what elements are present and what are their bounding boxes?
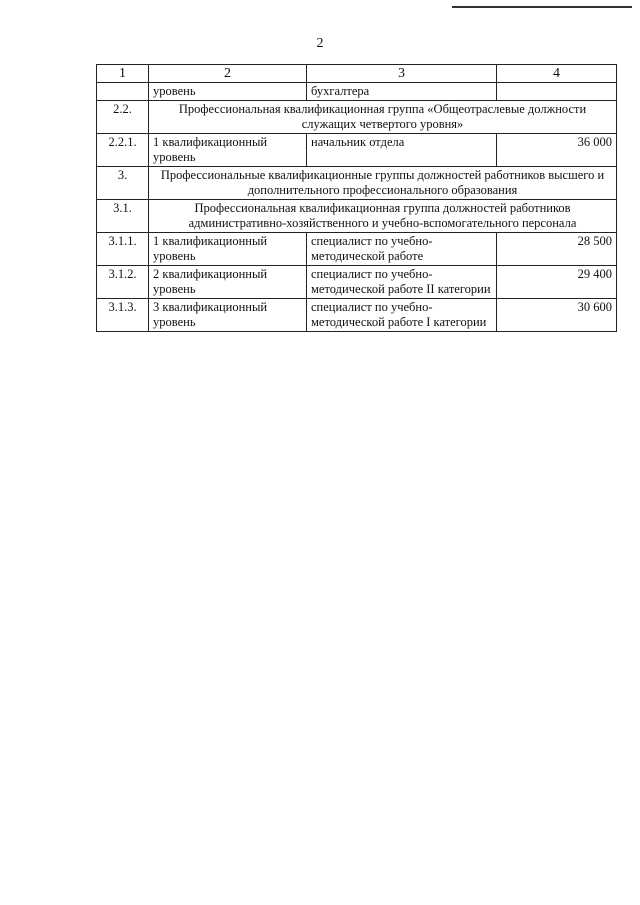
row-number-cell: 3.1.1. xyxy=(97,233,149,266)
row-number-cell: 3.1.2. xyxy=(97,266,149,299)
table-row xyxy=(97,266,617,299)
column-number: 1 xyxy=(97,65,149,83)
table-row xyxy=(97,233,617,266)
group-title-cell: Профессиональные квалификационные группы должностей работников высшего и дополнительного профессионального образования xyxy=(149,167,617,200)
row-number-cell: 3.1.3. xyxy=(97,299,149,332)
row-number-cell xyxy=(97,83,149,101)
salary-cell: 30 600 xyxy=(497,299,617,332)
salary-table xyxy=(96,64,617,332)
page-number: 2 xyxy=(316,36,324,51)
level-cell: уровень xyxy=(149,83,307,101)
row-number-cell: 3. xyxy=(97,167,149,200)
level-cell: 1 квалификационный уровень xyxy=(149,134,307,167)
salary-cell: 36 000 xyxy=(497,134,617,167)
group-title-cell: Профессиональная квалификационная группа должностей работников административно-хозяйственного и учебно-вспомогательного персонала xyxy=(149,200,617,233)
level-cell: 2 квалификационный уровень xyxy=(149,266,307,299)
position-cell: специалист по учебно-методической работе I категории xyxy=(307,299,497,332)
column-number: 4 xyxy=(497,65,617,83)
level-cell: 3 квалификационный уровень xyxy=(149,299,307,332)
group-row xyxy=(97,200,617,233)
row-number-cell: 2.2. xyxy=(97,101,149,134)
column-number: 2 xyxy=(149,65,307,83)
salary-cell xyxy=(497,83,617,101)
position-cell: начальник отдела xyxy=(307,134,497,167)
group-row xyxy=(97,167,617,200)
group-title-cell: Профессиональная квалификационная группа «Общеотраслевые должности служащих четвертого уровня» xyxy=(149,101,617,134)
row-number-cell: 3.1. xyxy=(97,200,149,233)
continuation-row xyxy=(97,83,617,101)
salary-cell: 29 400 xyxy=(497,266,617,299)
column-number: 3 xyxy=(307,65,497,83)
table-row xyxy=(97,299,617,332)
top-rule xyxy=(452,6,632,8)
group-row xyxy=(97,101,617,134)
table-row xyxy=(97,134,617,167)
position-cell: бухгалтера xyxy=(307,83,497,101)
level-cell: 1 квалификационный уровень xyxy=(149,233,307,266)
row-number-cell: 2.2.1. xyxy=(97,134,149,167)
position-cell: специалист по учебно-методической работе xyxy=(307,233,497,266)
salary-cell: 28 500 xyxy=(497,233,617,266)
column-number-row xyxy=(97,65,617,83)
position-cell: специалист по учебно-методической работе II категории xyxy=(307,266,497,299)
